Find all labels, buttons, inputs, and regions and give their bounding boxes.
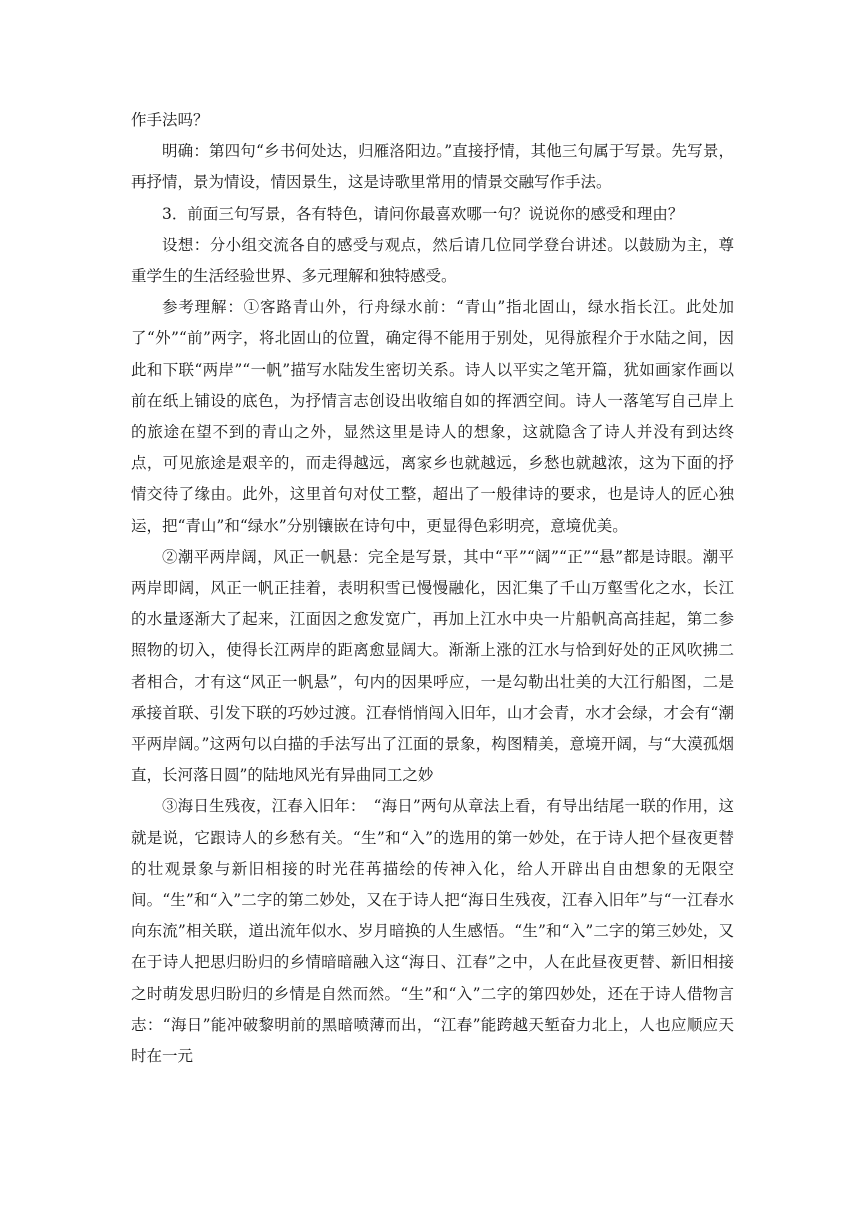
paragraph-answer-mingque: 明确：第四句“乡书何处达，归雁洛阳边。”直接抒情，其他三句属于写景。先写景，再抒情，景为情设，情因景生，这是诗歌里常用的情景交融写作手法。 <box>131 142 734 192</box>
paragraph-reference-2: ②潮平两岸阔，风正一帆悬：完全是写景，其中“平”“阔”“正”“悬”都是诗眼。潮平两岸即阔，风正一帆正挂着，表明积雪已慢慢融化，因汇集了千山万壑雪化之水，长江的水量逐渐大了起来，江面因之愈发宽广，再加上江水中央一片船帆高高挂起，第二参照物的切入，使得长江两岸的距离愈显阔大。渐渐上涨的江水与恰到好处的正风吹拂二者相合，才有这“风正一帆悬”，句内的因果呼应，一是勾勒出壮美的大江行船图，二是承接首联、引发下联的巧妙过渡。江春悄悄闯入旧年，山才会青，水才会绿，才会有“潮平两岸阔。”这两句以白描的手法写出了江面的景象，构图精美，意境开阔，与“大漠孤烟直，长河落日圆”的陆地风光有异曲同工之妙 <box>131 547 734 785</box>
paragraph-continued-question: 作手法吗？ <box>131 111 209 129</box>
paragraph-reference-1: 参考理解：①客路青山外，行舟绿水前：“青山”指北固山，绿水指长江。此处加了“外”“前”两字，将北固山的位置，确定得不能用于别处，见得旅程介于水陆之间，因此和下联“两岸”“一帆”描写水陆发生密切关系。诗人以平实之笔开篇，犹如画家作画以前在纸上铺设的底色，为抒情言志创设出收缩自如的挥洒空间。诗人一落笔写自己岸上的旅途在望不到的青山之外，显然这里是诗人的想象，这就隐含了诗人并没有到达终点，可见旅途是艰辛的，而走得越远，离家乡也就越远，乡愁也就越浓，这为下面的抒情交待了缘由。此外，这里首句对仗工整，超出了一般律诗的要求，也是诗人的匠心独运，把“青山”和“绿水”分别镶嵌在诗句中，更显得色彩明亮，意境优美。 <box>131 298 734 535</box>
paragraph-question-3: 3．前面三句写景，各有特色，请问你最喜欢哪一句？说说你的感受和理由？ <box>162 204 684 223</box>
paragraph-shexiang: 设想：分小组交流各自的感受与观点，然后请几位同学登台讲述。以鼓励为主，尊重学生的生活经验世界、多元理解和独特感受。 <box>131 235 734 286</box>
paragraph-reference-3: ③海日生残夜，江春入旧年： “海日”两句从章法上看，有导出结尾一联的作用，这就是说，它跟诗人的乡愁有关。“生”和“入”的选用的第一妙处，在于诗人把个昼夜更替的壮观景象与新旧相接的时光荏苒描绘的传神入化，给人开辟出自由想象的无限空间。“生”和“入”二字的第二妙处，又在于诗人把“海日生残夜，江春入旧年”与“一江春水向东流”相关联，道出流年似水、岁月暗换的人生感悟。“生”和“入”二字的第三妙处，又在于诗人把思归盼归的乡情暗暗融入这“海日、江春”之中，人在此昼夜更替、新旧相接之时萌发思归盼归的乡情是自然而然。“生”和“入”二字的第四妙处，还在于诗人借物言志：“海日”能冲破黎明前的黑暗喷薄而出，“江春”能跨越天堑奋力北上，人也应顺应天时在一元 <box>131 797 734 1066</box>
document-body <box>131 105 734 1072</box>
